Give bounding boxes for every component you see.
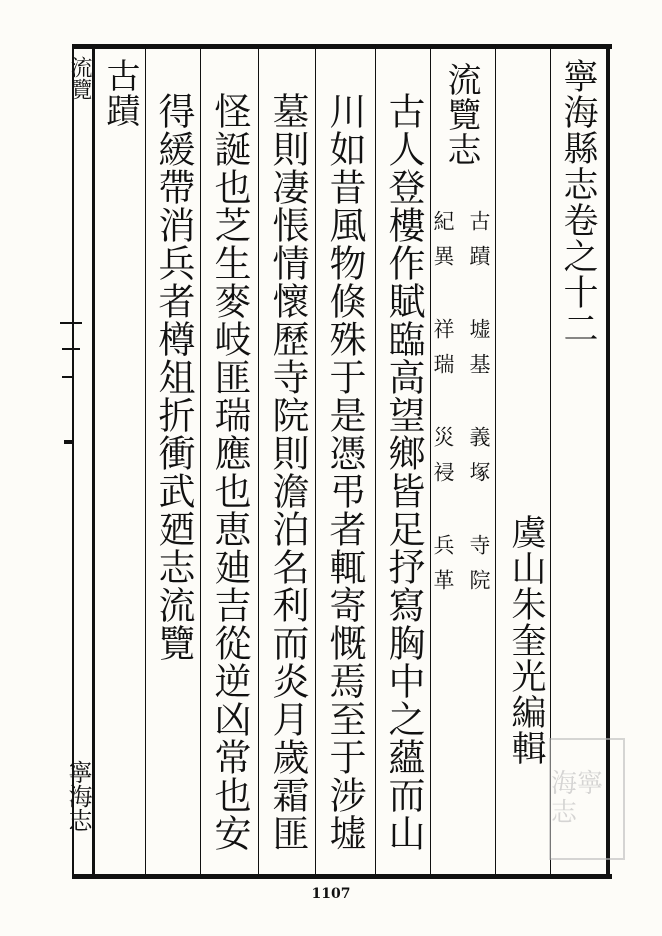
margin-bottom-label: 寧海志 — [64, 760, 92, 832]
column-divider — [315, 49, 316, 874]
column-divider — [258, 49, 259, 874]
column-divider — [495, 49, 496, 874]
body-column-5: 得緩帶消兵者樽俎折衝武廼志流覽 — [152, 92, 195, 662]
left-border — [92, 44, 95, 879]
top-border — [72, 44, 612, 49]
volume-title: 寧海縣志卷之十二 — [558, 58, 598, 346]
compiler-credit: 虞山朱奎光編輯 — [506, 514, 546, 766]
body-column-3: 墓則凄悵情懷歷寺院則澹泊名利而炎月歲霜匪 — [266, 92, 309, 852]
body-column-2: 川如昔風物倏殊于是憑弔者輒寄慨焉至于涉墟 — [323, 92, 366, 852]
column-divider — [200, 49, 201, 874]
spine-mark — [62, 376, 74, 378]
section-heading: 流覽志 — [441, 62, 481, 167]
bottom-border — [72, 874, 612, 879]
page-number: 1107 — [311, 886, 351, 902]
body-column-4: 怪誕也芝生麥岐匪瑞應也恵廸吉從逆凶常也安 — [208, 92, 251, 852]
spine-mark — [60, 322, 82, 324]
margin-left-label: 流覽 — [67, 56, 92, 100]
spine-left-line — [72, 44, 74, 879]
body-column-1: 古人登樓作賦臨高望鄉皆足抒寫胸中之蘊而山 — [382, 92, 425, 852]
toc-line-1: 古蹟 墟基 義塚 寺院 — [467, 210, 491, 604]
library-seal: 海寧志 — [549, 738, 625, 860]
column-divider — [375, 49, 376, 874]
spine-mark — [64, 440, 74, 444]
toc-line-2: 紀異 祥瑞 災祲 兵革 — [431, 210, 455, 604]
spine-mark — [62, 348, 80, 350]
subsection-heading: 古蹟 — [100, 58, 140, 128]
column-divider — [145, 49, 146, 874]
